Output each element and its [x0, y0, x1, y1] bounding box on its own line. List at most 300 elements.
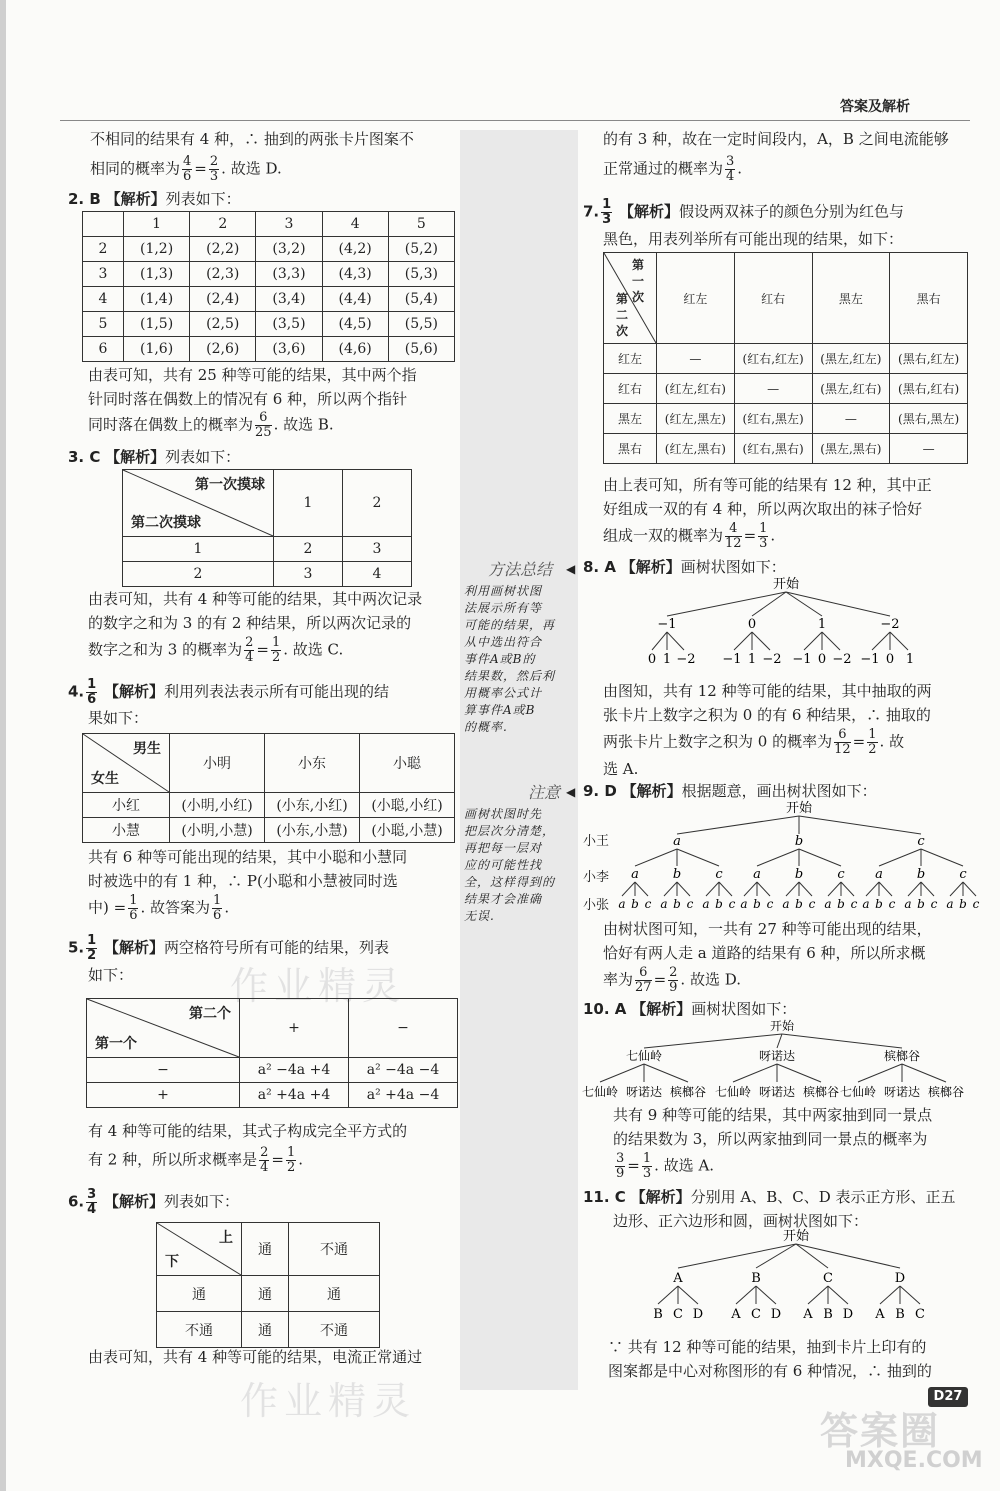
note-line: 把层次分清楚， [464, 824, 556, 838]
q7-cell: (红左,黑右) [657, 434, 735, 464]
q2-head-cell: 5 [388, 212, 454, 237]
tree-edge [866, 882, 879, 896]
tree-leaf: D [842, 1307, 854, 1322]
tree-node: 呀诺达 [758, 1049, 796, 1063]
q9-row-label: 小张 [583, 898, 610, 913]
tree-edge [879, 882, 892, 896]
tree-node: 0 [747, 617, 757, 632]
q5-cell: a² −4a +4 [240, 1058, 349, 1083]
q8-after-2: 张卡片上数字之积为 0 的有 6 种结果，∴ 抽取的 [603, 706, 931, 724]
q7-cell: — [812, 404, 890, 434]
q6-cell: 通 [157, 1276, 242, 1312]
tree-edge [757, 849, 799, 866]
tree-leaf: b [631, 897, 639, 911]
tree-node: c [837, 867, 845, 882]
tree-edge [677, 882, 690, 896]
q7-cell: (黑左,黑右) [812, 434, 890, 464]
tree-leaf: D [770, 1307, 782, 1322]
q2-head-cell: 2 [190, 212, 256, 237]
q7-cell: (红左,红右) [657, 374, 735, 404]
tree-root: 开始 [769, 1019, 795, 1033]
tree-leaf: 呀诺达 [883, 1085, 921, 1099]
tree-node: 1 [817, 617, 827, 632]
tree-leaf: −1 [722, 652, 742, 667]
q2-head-cell [83, 212, 124, 237]
q6-cell: 通 [289, 1276, 380, 1312]
tree-node: B [751, 1271, 761, 1286]
q9-tree [615, 800, 980, 915]
tree-leaf: 槟榔谷 [669, 1085, 707, 1099]
tree-leaf: 呀诺达 [758, 1085, 796, 1099]
q2-cell: (2,6) [190, 337, 256, 362]
tree-leaf: 七仙岭 [581, 1085, 619, 1099]
q8-after-4: 选 A. [603, 760, 639, 778]
tree-edge [808, 1286, 828, 1304]
q3-head-cell: 2 [343, 470, 412, 537]
tree-edge [635, 849, 677, 866]
q5-after-2: 有 2 种，所以所求概率是 $\frac{2}{4}$ = $\frac{1}{2}$ . [88, 1145, 304, 1175]
q2-cell: (3,6) [256, 337, 322, 362]
q7-cell: (红右,黑右) [734, 434, 812, 464]
q2-after-3: 同时落在偶数上的概率为 $\frac{6}{25}$ . 故选 B. [88, 410, 334, 440]
tree-root: 开始 [785, 801, 813, 816]
method-line: 结果数，然后利 [464, 669, 556, 683]
q2-cell: (3,5) [256, 312, 322, 337]
q9-after-2: 恰好有两人走 a 道路的结果有 6 种，所以所求概 [603, 944, 926, 962]
q7-heading: 7. $\frac{1}{3}$ 【解析】假设两双袜子的颜色分别为红色与 [583, 197, 904, 227]
tree-leaf: b [715, 897, 723, 911]
q2-cell: (4,3) [322, 262, 388, 287]
tree-node: A [673, 1271, 683, 1286]
method-line: 可能的结果，再 [464, 618, 556, 632]
q3-heading: 3. C 【解析】列表如下： [68, 448, 241, 466]
q3-cell: 3 [343, 537, 412, 562]
q3-cell: 2 [274, 537, 343, 562]
tree-edge [600, 1064, 644, 1082]
q2-head-cell: 1 [124, 212, 190, 237]
tree-leaf: B [653, 1307, 663, 1322]
tree-edge [900, 1286, 920, 1304]
tree-edges [652, 592, 908, 650]
q9-row-label: 小李 [583, 870, 610, 885]
tree-leaf: a [824, 897, 832, 911]
q3-head-cell: 1 [274, 470, 343, 537]
q2-cell: (1,6) [124, 337, 190, 362]
tree-node: a [631, 867, 639, 882]
tree-leaf: a [904, 897, 912, 911]
tree-edge [622, 882, 635, 896]
note-line: 结果才会准确 [464, 892, 543, 906]
tree-edge [677, 849, 719, 866]
tree-edge [921, 882, 934, 896]
q3-cell: 2 [123, 562, 274, 587]
tree-node: c [959, 867, 967, 882]
tree-root: 开始 [772, 577, 800, 592]
q2-cell: 5 [83, 312, 124, 337]
tree-edge [799, 849, 841, 866]
q4-diag-cell: 男生 女生 [83, 734, 170, 793]
tree-edge [782, 1034, 902, 1048]
q4-head-cell: 小明 [170, 734, 265, 793]
tree-edge [799, 882, 812, 896]
q8-after-3: 两张卡片上数字之积为 0 的概率为 $\frac{6}{12}$ = $\frac{1}{2}$ . 故 [603, 727, 905, 757]
q9-row-label: 小王 [583, 834, 610, 849]
tree-leaf: a [862, 897, 870, 911]
q7-head-cell: 黑左 [812, 253, 890, 344]
q7-cell: 红右 [604, 374, 657, 404]
q10-tree [572, 1018, 982, 1102]
pointer-icon: ◀ [566, 785, 576, 799]
tree-leaf: a [740, 897, 748, 911]
tree-node: C [823, 1271, 833, 1286]
tree-edge [963, 882, 976, 896]
tree-leaf: c [644, 897, 652, 911]
q2-cell: (4,4) [322, 287, 388, 312]
q2-cell: (4,6) [322, 337, 388, 362]
note-line: 应的可能性找 [464, 858, 543, 872]
tree-leaf: b [837, 897, 845, 911]
q11-tree [630, 1228, 930, 1328]
tree-leaf: 呀诺达 [625, 1085, 663, 1099]
q2-heading: 2. B 【解析】列表如下： [68, 190, 241, 208]
q4-cell: (小明,小慧) [170, 818, 265, 843]
tree-edge [744, 882, 757, 896]
tree-edge [950, 882, 963, 896]
tree-leaf: A [731, 1307, 741, 1322]
tree-node: b [672, 867, 682, 882]
q3-cell: 4 [343, 562, 412, 587]
q2-cell: (2,5) [190, 312, 256, 337]
q4-head-cell: 小聪 [360, 734, 455, 793]
tree-leaf: 1 [905, 652, 915, 667]
tree-leaf: 0 [885, 652, 895, 667]
q7-cell: (红右,红左) [734, 344, 812, 374]
q2-cell: 6 [83, 337, 124, 362]
tree-edge [908, 882, 921, 896]
tree-leaf: a [618, 897, 626, 911]
q6-head-cell: 通 [242, 1223, 289, 1276]
tree-edge [841, 882, 854, 896]
binding-edge [0, 0, 6, 1491]
tree-leaf: c [972, 897, 980, 911]
header-title: 答案及解析 [840, 99, 910, 115]
tree-leaf: B [823, 1307, 833, 1322]
q2-cell: (1,5) [124, 312, 190, 337]
tree-leaf: 七仙岭 [714, 1085, 752, 1099]
tree-node: b [794, 834, 804, 849]
corner-watermark: 答案圈 [820, 1408, 941, 1453]
q7-head-cell: 红右 [734, 253, 812, 344]
tree-edge [777, 1064, 821, 1082]
q4-cell: (小明,小红) [170, 793, 265, 818]
q8-tree [620, 576, 920, 668]
tree-edge [921, 849, 963, 866]
q8-after-1: 由图知，共有 12 种等可能的结果，其中抽取的两 [603, 682, 932, 700]
q2-cell: (2,2) [190, 237, 256, 262]
q3-after-3: 数字之和为 3 的概率为 $\frac{2}{4}$ = $\frac{1}{2}$ . 故选 C. [88, 635, 344, 665]
tree-leaf: c [766, 897, 774, 911]
q5-cell: − [87, 1058, 240, 1083]
q4-cell: 小红 [83, 793, 170, 818]
q3-table [122, 469, 412, 587]
tree-leaf: C [751, 1307, 761, 1322]
tree-edge [658, 1286, 678, 1304]
note-line: 全，这样得到的 [464, 875, 556, 889]
q7-after-1: 由上表可知，所有等可能的结果有 12 种，其中正 [603, 476, 932, 494]
tree-leaf: c [728, 897, 736, 911]
tree-leaf: b [917, 897, 925, 911]
tree-node: a [673, 834, 681, 849]
tree-leaf: b [875, 897, 883, 911]
tree-edge [677, 816, 799, 834]
q7-cell: 黑左 [604, 404, 657, 434]
q5-table [86, 998, 458, 1108]
tree-edge [828, 882, 841, 896]
tree-node: c [715, 867, 723, 882]
q11-after-1: ∵ 共有 12 种等可能的结果，抽到卡片上印有的 [608, 1338, 927, 1356]
tree-edge [706, 882, 719, 896]
q2-cell: (2,3) [190, 262, 256, 287]
tree-leaf: A [803, 1307, 813, 1322]
q4-after-1: 共有 6 种等可能出现的结果，其中小聪和小慧同 [88, 848, 408, 866]
tree-edge [635, 882, 648, 896]
q7-cell: (红左,黑左) [657, 404, 735, 434]
q11-after-2: 图案都是中心对称图形的有 6 种情况，∴ 抽到的 [608, 1362, 932, 1380]
tree-leaf: a [782, 897, 790, 911]
side-column [460, 130, 578, 1390]
tree-leaf: c [930, 897, 938, 911]
tree-node: a [753, 867, 761, 882]
tree-leaf: 1 [662, 652, 672, 667]
watermark: 作业精灵 [230, 964, 407, 1008]
tree-node: b [916, 867, 926, 882]
site-watermark: MXQE.COM [845, 1448, 983, 1473]
q4-after-2: 时被选中的有 1 种，∴ P(小聪和小慧被同时选 [88, 872, 398, 890]
q2-cell: (4,5) [322, 312, 388, 337]
q2-cell: (5,2) [388, 237, 454, 262]
q7-cell: — [657, 344, 735, 374]
tree-leaf: 1 [747, 652, 757, 667]
q10-heading: 10. A 【解析】画树状图如下： [583, 1000, 797, 1018]
method-line: 事件A或B的 [464, 652, 536, 666]
q6-after-1: 由表可知，共有 4 种等可能的结果，电流正常通过 [88, 1348, 423, 1366]
tree-edge [756, 1286, 776, 1304]
tree-edge [644, 1034, 782, 1048]
q9-after-3: 率为 $\frac{6}{27}$ = $\frac{2}{9}$ . 故选 D. [603, 965, 741, 995]
q7-cell: 红左 [604, 344, 657, 374]
tree-edge [719, 882, 732, 896]
tree-leaf: c [686, 897, 694, 911]
tree-edge [902, 1064, 946, 1082]
q7-after-3: 组成一双的概率为 $\frac{4}{12}$ = $\frac{1}{3}$ . [603, 521, 776, 551]
q7-table [603, 252, 968, 464]
q4-cell: (小聪,小慧) [360, 818, 455, 843]
q2-cell: (3,2) [256, 237, 322, 262]
q5-head-cell: + [240, 999, 349, 1058]
q6-heading: 6. $\frac{3}{4}$ 【解析】列表如下： [68, 1187, 239, 1217]
q2-cell: (1,3) [124, 262, 190, 287]
note-line: 画树状图时先 [464, 807, 543, 821]
q2-cell: (2,4) [190, 287, 256, 312]
tree-leaf: 0 [647, 652, 657, 667]
q4-text2: 果如下： [88, 709, 149, 727]
note-line: 再把每一层对 [464, 841, 543, 855]
tree-node: b [794, 867, 804, 882]
tree-leaf: a [702, 897, 710, 911]
tree-edge [777, 1034, 782, 1048]
q7-cell: (黑右,黑左) [890, 404, 968, 434]
tree-edge [678, 1244, 796, 1268]
q10-after-2: 的结果数为 3，所以两家抽到同一景点的概率为 [613, 1130, 928, 1148]
q2-cell: (5,4) [388, 287, 454, 312]
tree-leaf: −2 [832, 652, 852, 667]
q4-cell: (小聪,小红) [360, 793, 455, 818]
q7-diag-cell: 第一次 第二次 [604, 253, 657, 344]
tree-root: 开始 [782, 1229, 810, 1244]
watermark: 作业精灵 [240, 1379, 417, 1423]
tree-edge [678, 1286, 698, 1304]
q6-table [156, 1222, 380, 1348]
q6-cell: 不通 [289, 1312, 380, 1348]
q11-heading: 11. C 【解析】分别用 A、B、C、D 表示正方形、正五 [583, 1188, 956, 1206]
pointer-icon: ◀ [566, 562, 576, 576]
q3-cell: 1 [123, 537, 274, 562]
tree-edge [644, 1064, 688, 1082]
method-line: 用概率公式计 [464, 686, 543, 700]
q2-after-1: 由表可知，共有 25 种等可能的结果，其中两个指 [88, 366, 417, 384]
q5-cell: a² +4a +4 [240, 1083, 349, 1108]
tree-leaf: 槟榔谷 [802, 1085, 840, 1099]
tree-leaf: b [795, 897, 803, 911]
q6-head-cell: 不通 [289, 1223, 380, 1276]
tree-node: c [917, 834, 925, 849]
tree-edge [799, 816, 921, 834]
q7-cell: (黑左,红左) [812, 344, 890, 374]
tree-leaf: −1 [860, 652, 880, 667]
q7-head-cell: 红左 [657, 253, 735, 344]
method-line: 法展示所有等 [464, 601, 543, 615]
q6-diag-cell: 上 下 [157, 1223, 242, 1276]
q6-cell: 不通 [157, 1312, 242, 1348]
tree-edge [879, 849, 921, 866]
q3-cell: 3 [274, 562, 343, 587]
q5-head-cell: − [349, 999, 458, 1058]
q9-after-1: 由树状图可知，一共有 27 种等可能出现的结果， [603, 920, 932, 938]
q5-heading: 5. $\frac{1}{2}$ 【解析】两空格符号所有可能的结果，列表 [68, 933, 389, 963]
tree-leaf: C [673, 1307, 683, 1322]
tree-node: D [894, 1271, 906, 1286]
q2-cell: (1,4) [124, 287, 190, 312]
q3-diag-cell: 第一次摸球 第二次摸球 [123, 470, 274, 537]
tree-leaf: C [915, 1307, 925, 1322]
q7-cell: — [890, 434, 968, 464]
tree-leaf: c [808, 897, 816, 911]
q4-cell: (小东,小慧) [265, 818, 360, 843]
tree-leaf: 槟榔谷 [927, 1085, 965, 1099]
q5-cell: a² +4a −4 [349, 1083, 458, 1108]
q2-after-2: 针同时落在偶数上的情况有 6 种，所以两个指针 [88, 390, 408, 408]
q7-text2: 黑色，用表列举所有可能出现的结果，如下： [603, 230, 904, 248]
tree-leaf: −1 [792, 652, 812, 667]
tree-edge [733, 1064, 777, 1082]
q2-cell: (4,2) [322, 237, 388, 262]
tree-leaf: c [888, 897, 896, 911]
page-number: D27 [928, 1387, 968, 1407]
q7-cell: 黑右 [604, 434, 657, 464]
tree-leaf: a [660, 897, 668, 911]
tree-leaf: D [692, 1307, 704, 1322]
q7-cell: — [734, 374, 812, 404]
tree-leaf: 0 [817, 652, 827, 667]
tree-edge [736, 1286, 756, 1304]
q7-cell: (红右,黑左) [734, 404, 812, 434]
method-line: 的概率. [464, 720, 508, 734]
q5-text2: 如下： [88, 966, 134, 984]
tree-leaf: b [673, 897, 681, 911]
q2-cell: (1,2) [124, 237, 190, 262]
cont-line-1: 不相同的结果有 4 种，∴ 抽到的两张卡片图案不 [90, 130, 414, 148]
q10-after-1: 共有 9 种等可能的结果，其中两家抽到同一景点 [613, 1106, 933, 1124]
q2-head-cell: 3 [256, 212, 322, 237]
q2-cell: 4 [83, 287, 124, 312]
tree-node: 七仙岭 [625, 1049, 663, 1063]
cont-line-2: 相同的概率为 $\frac{4}{6}$ = $\frac{2}{3}$ . 故选 D. [90, 154, 282, 184]
tree-edge [664, 882, 677, 896]
q7-head-cell: 黑右 [890, 253, 968, 344]
method-line: 算事件A或B [464, 703, 536, 717]
q3-after-1: 由表可知，共有 4 种等可能的结果，其中两次记录 [88, 590, 423, 608]
tree-leaf: −2 [676, 652, 696, 667]
tree-edge [858, 1064, 902, 1082]
tree-node: −1 [657, 617, 677, 632]
q7-after-2: 好组成一双的有 4 种，所以两次取出的袜子恰好 [603, 500, 923, 518]
tree-leaf: A [875, 1307, 885, 1322]
tree-leaf: −2 [762, 652, 782, 667]
q2-head-cell: 4 [322, 212, 388, 237]
note-title: 注意 [528, 783, 561, 802]
q7-cell: (黑左,红右) [812, 374, 890, 404]
tree-leaf: c [850, 897, 858, 911]
method-line: 从中选出符合 [464, 635, 543, 649]
q6-cell: 通 [242, 1312, 289, 1348]
q8-heading: 8. A 【解析】画树状图如下： [583, 558, 786, 576]
tree-edge [880, 1286, 900, 1304]
q9-heading: 9. D 【解析】根据题意，画出树状图如下： [583, 782, 877, 800]
q4-after-3: 中) = $\frac{1}{6}$ . 故答案为 $\frac{1}{6}$ . [88, 893, 230, 923]
note-line: 无误. [464, 909, 495, 923]
q2-cell: 3 [83, 262, 124, 287]
q2-cell: 2 [83, 237, 124, 262]
tree-edge [828, 1286, 848, 1304]
r-cont-1: 的有 3 种，故在一定时间段内，A，B 之间电流能够 [603, 130, 949, 148]
q10-after-3: $\frac{3}{9}$ = $\frac{1}{3}$ . 故选 A. [616, 1151, 715, 1181]
q4-cell: 小慧 [83, 818, 170, 843]
header-rule [60, 120, 970, 121]
tree-edge [786, 882, 799, 896]
q2-cell: (3,4) [256, 287, 322, 312]
tree-node: 槟榔谷 [883, 1049, 921, 1063]
r-cont-2: 正常通过的概率为 $\frac{3}{4}$ . [603, 154, 743, 184]
q7-cell: (黑右,红右) [890, 374, 968, 404]
q2-table [82, 211, 455, 362]
q5-diag-cell: 第二个 第一个 [87, 999, 240, 1058]
q2-cell: (3,3) [256, 262, 322, 287]
q4-cell: (小东,小红) [265, 793, 360, 818]
q2-cell: (5,3) [388, 262, 454, 287]
q2-cell: (5,6) [388, 337, 454, 362]
tree-leaf: 七仙岭 [839, 1085, 877, 1099]
q4-heading: 4. $\frac{1}{6}$ 【解析】利用列表法表示所有可能出现的结 [68, 677, 389, 707]
